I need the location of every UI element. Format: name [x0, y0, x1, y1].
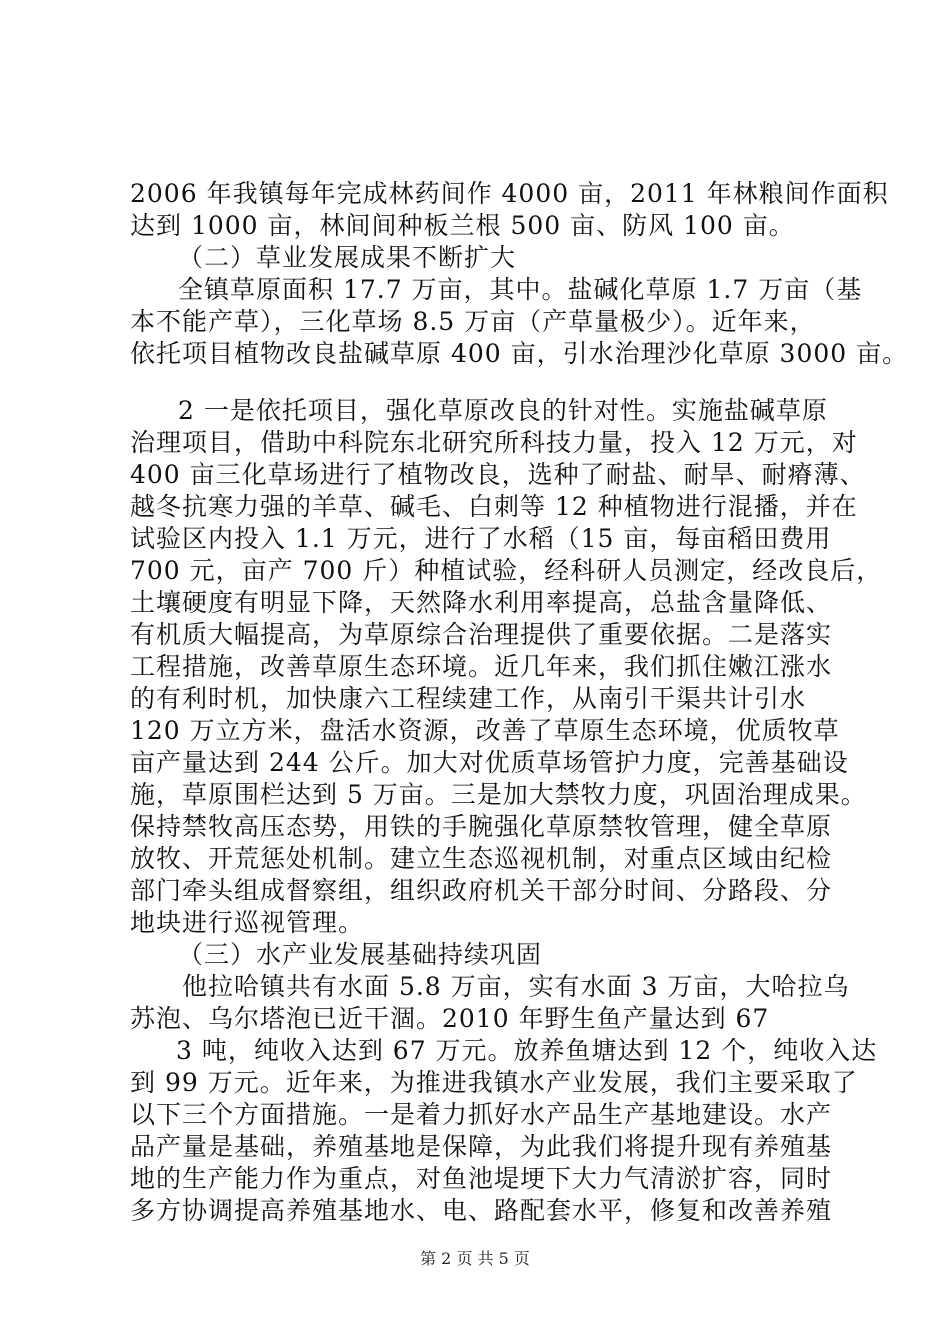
text-line: 多方协调提高养殖基地水、电、路配套水平，修复和改善养殖 [130, 1196, 833, 1225]
text-line: 他拉哈镇共有水面 5.8 万亩，实有水面 3 万亩，大哈拉乌 [182, 972, 850, 1001]
section-heading: （三）水产业发展基础持续巩固 [178, 940, 543, 969]
page-number-footer: 第 2 页 共 5 页 [420, 1249, 530, 1268]
text-line: 保持禁牧高压态势，用铁的手腕强化草原禁牧管理，健全草原 [130, 812, 833, 841]
text-line: 治理项目，借助中科院东北研究所科技力量，投入 12 万元，对 [130, 428, 858, 457]
text-line: 400 亩三化草场进行了植物改良，选种了耐盐、耐旱、耐瘠薄、 [130, 460, 866, 489]
text-line: 全镇草原面积 17.7 万亩，其中。盐碱化草原 1.7 万亩（基 [178, 275, 863, 304]
text-line: 3 吨，纯收入达到 67 万元。放养鱼塘达到 12 个，纯收入达 [176, 1036, 878, 1065]
text-line: 达到 1000 亩，林间间种板兰根 500 亩、防风 100 亩。 [130, 211, 795, 240]
text-line: 依托项目植物改良盐碱草原 400 亩，引水治理沙化草原 3000 亩。 [130, 339, 909, 368]
text-line: 土壤硬度有明显下降，天然降水利用率提高，总盐含量降低、 [130, 588, 833, 617]
text-line: 地的生产能力作为重点，对鱼池堤埂下大力气清淤扩容，同时 [130, 1164, 833, 1193]
text-line: 本不能产草），三化草场 8.5 万亩（产草量极少）。近年来， [130, 307, 816, 336]
text-line: 苏泡、乌尔塔泡已近干涸。2010 年野生鱼产量达到 67 [130, 1004, 770, 1033]
text-line: 工程措施，改善草原生态环境。近几年来，我们抓住嫩江涨水 [130, 652, 833, 681]
text-line: 700 元，亩产 700 斤）种植试验，经科研人员测定，经改良后， [130, 556, 883, 585]
text-line: 施，草原围栏达到 5 万亩。三是加大禁牧力度，巩固治理成果。 [130, 780, 867, 809]
text-line: 2 一是依托项目，强化草原改良的针对性。实施盐碱草原 [178, 396, 828, 425]
text-line: 的有利时机，加快康六工程续建工作，从南引干渠共计引水 [130, 684, 807, 713]
text-line: 亩产量达到 244 公斤。加大对优质草场管护力度，完善基础设 [130, 748, 849, 777]
text-line: 到 99 万元。近年来，为推进我镇水产业发展，我们主要采取了 [130, 1068, 858, 1097]
text-line: 越冬抗寒力强的羊草、碱毛、白刺等 12 种植物进行混播，并在 [130, 492, 858, 521]
text-line: 120 万立方米，盘活水资源，改善了草原生态环境，优质牧草 [130, 716, 840, 745]
text-line: 2006 年我镇每年完成林药间作 4000 亩，2011 年林粮间作面积 [130, 179, 889, 208]
text-line: 放牧、开荒惩处机制。建立生态巡视机制，对重点区域由纪检 [130, 844, 833, 873]
text-line: 部门牵头组成督察组，组织政府机关干部分时间、分路段、分 [130, 876, 833, 905]
text-line: 品产量是基础，养殖基地是保障，为此我们将提升现有养殖基 [130, 1132, 833, 1161]
text-line: 有机质大幅提高，为草原综合治理提供了重要依据。二是落实 [130, 620, 833, 649]
text-line: 地块进行巡视管理。 [130, 908, 365, 937]
text-line: 以下三个方面措施。一是着力抓好水产品生产基地建设。水产 [130, 1100, 833, 1129]
section-heading: （二）草业发展成果不断扩大 [178, 243, 517, 272]
text-line: 试验区内投入 1.1 万元，进行了水稻（15 亩，每亩稻田费用 [130, 524, 832, 553]
